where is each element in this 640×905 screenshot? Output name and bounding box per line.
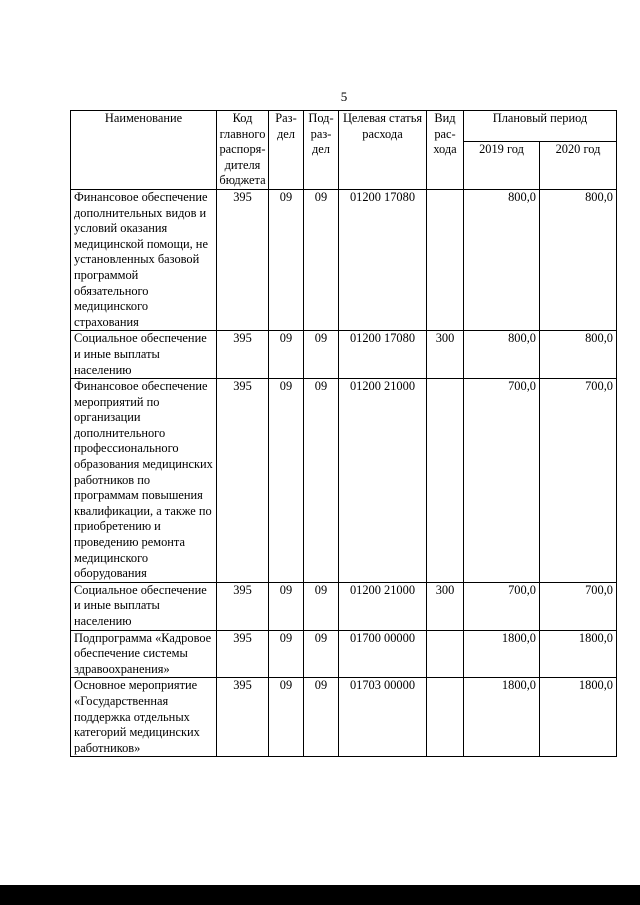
row-code: 395: [217, 630, 269, 678]
row-section: 09: [269, 189, 304, 330]
row-code: 395: [217, 678, 269, 757]
row-name: Социальное обеспечение и иные выплаты населению: [71, 331, 217, 379]
row-2019: 1800,0: [464, 630, 540, 678]
row-target: 01200 21000: [339, 582, 427, 630]
row-name: Финансовое обеспечение мероприятий по организации дополнительного профессионального образования медицинских работников по программам повышения квалификации, а также по приобретению и проведению ремонта медицинского оборудования: [71, 379, 217, 583]
header-subsection: Под-раз-дел: [304, 111, 339, 190]
row-target: 01700 00000: [339, 630, 427, 678]
header-type: Вид рас-хода: [427, 111, 464, 190]
row-subsection: 09: [304, 582, 339, 630]
row-2019: 1800,0: [464, 678, 540, 757]
row-target: 01200 17080: [339, 331, 427, 379]
row-section: 09: [269, 331, 304, 379]
row-name: Социальное обеспечение и иные выплаты населению: [71, 582, 217, 630]
row-type: [427, 379, 464, 583]
row-target: 01200 21000: [339, 379, 427, 583]
page-number: 5: [340, 89, 348, 104]
row-section: 09: [269, 379, 304, 583]
table-row: [71, 678, 617, 757]
header-year-2019: 2019 год: [464, 142, 540, 190]
row-target: 01703 00000: [339, 678, 427, 757]
table-row: [71, 630, 617, 678]
row-2020: 700,0: [540, 582, 617, 630]
header-target: Целевая статья расхода: [339, 111, 427, 190]
row-2019: 700,0: [464, 582, 540, 630]
budget-table: [70, 110, 617, 757]
row-2020: 1800,0: [540, 630, 617, 678]
row-2020: 1800,0: [540, 678, 617, 757]
row-2019: 800,0: [464, 331, 540, 379]
row-2020: 700,0: [540, 379, 617, 583]
header-name: Наименование: [71, 111, 217, 190]
header-code: Код главного распоря-дителя бюджета: [217, 111, 269, 190]
row-type: [427, 678, 464, 757]
table-row: [71, 189, 617, 330]
row-subsection: 09: [304, 331, 339, 379]
row-code: 395: [217, 331, 269, 379]
header-year-2020: 2020 год: [540, 142, 617, 190]
row-type: 300: [427, 331, 464, 379]
row-subsection: 09: [304, 189, 339, 330]
row-code: 395: [217, 189, 269, 330]
row-target: 01200 17080: [339, 189, 427, 330]
table-row: [71, 331, 617, 379]
header-row: [71, 111, 617, 142]
row-section: 09: [269, 678, 304, 757]
row-name: Подпрограмма «Кадровое обеспечение системы здравоохранения»: [71, 630, 217, 678]
header-section: Раз-дел: [269, 111, 304, 190]
row-2019: 800,0: [464, 189, 540, 330]
row-subsection: 09: [304, 678, 339, 757]
row-type: 300: [427, 582, 464, 630]
row-section: 09: [269, 630, 304, 678]
row-type: [427, 630, 464, 678]
row-name: Основное мероприятие «Государственная поддержка отдельных категорий медицинских работников»: [71, 678, 217, 757]
row-2020: 800,0: [540, 331, 617, 379]
row-code: 395: [217, 379, 269, 583]
row-2020: 800,0: [540, 189, 617, 330]
header-plan: Плановый период: [464, 111, 617, 142]
row-subsection: 09: [304, 630, 339, 678]
table-row: [71, 582, 617, 630]
row-2019: 700,0: [464, 379, 540, 583]
row-name: Финансовое обеспечение дополнительных видов и условий оказания медицинской помощи, не установленных базовой программой обязательного медицинского страхования: [71, 189, 217, 330]
table-row: [71, 379, 617, 583]
row-code: 395: [217, 582, 269, 630]
table-body: [71, 189, 617, 756]
row-subsection: 09: [304, 379, 339, 583]
row-type: [427, 189, 464, 330]
row-section: 09: [269, 582, 304, 630]
scan-bottom-bar: [0, 885, 640, 905]
